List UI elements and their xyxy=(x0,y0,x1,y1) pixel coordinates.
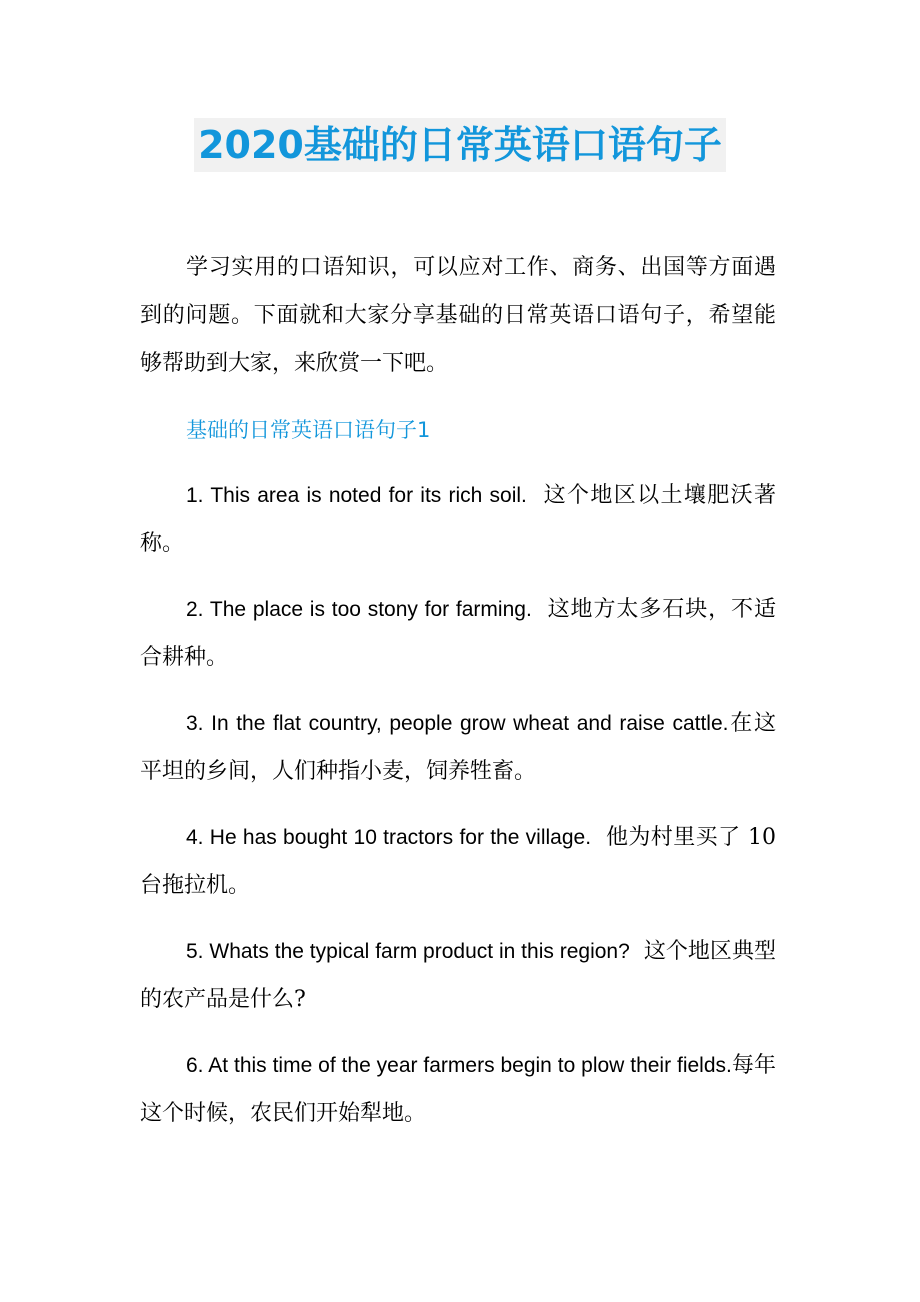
sentence-item xyxy=(140,814,776,910)
section-heading: 基础的日常英语口语句子1 xyxy=(186,418,431,442)
sentence-item xyxy=(140,700,776,796)
sentence-english: 1. This area is noted for its rich soil. xyxy=(186,484,527,507)
sentence-item xyxy=(140,472,776,568)
sentence-item xyxy=(140,1042,776,1138)
sentence-item xyxy=(140,586,776,682)
document-body xyxy=(140,244,776,1156)
intro-paragraph: 学习实用的口语知识，可以应对工作、商务、出国等方面遇到的问题。下面就和大家分享基础的日常英语口语句子，希望能够帮助到大家，来欣赏一下吧。 xyxy=(140,255,776,376)
sentence-english: 6. At this time of the year farmers begin to plow their fields. xyxy=(186,1054,732,1077)
document-title: 2020基础的日常英语口语句子 xyxy=(194,118,726,172)
sentence-english: 3. In the flat country, people grow wheat and raise cattle. xyxy=(186,712,729,735)
sentence-english: 5. Whats the typical farm product in this region? xyxy=(186,940,630,963)
title-container xyxy=(0,118,920,172)
sentence-chinese: 这个地区以土壤肥沃著称。 xyxy=(140,483,776,556)
sentence-chinese: 他为村里买了 10台拖拉机。 xyxy=(140,825,776,898)
sentence-english: 4. He has bought 10 tractors for the village. xyxy=(186,826,592,849)
sentence-chinese: 这个地区典型的农产品是什么? xyxy=(140,939,776,1012)
sentence-chinese: 这地方太多石块，不适合耕种。 xyxy=(140,597,776,670)
sentence-chinese: 每年这个时候，农民们开始犁地。 xyxy=(140,1053,776,1126)
sentence-item xyxy=(140,928,776,1024)
sentence-chinese: 在这平坦的乡间，人们种指小麦，饲养牲畜。 xyxy=(140,711,776,784)
sentence-english: 2. The place is too stony for farming. xyxy=(186,598,532,621)
